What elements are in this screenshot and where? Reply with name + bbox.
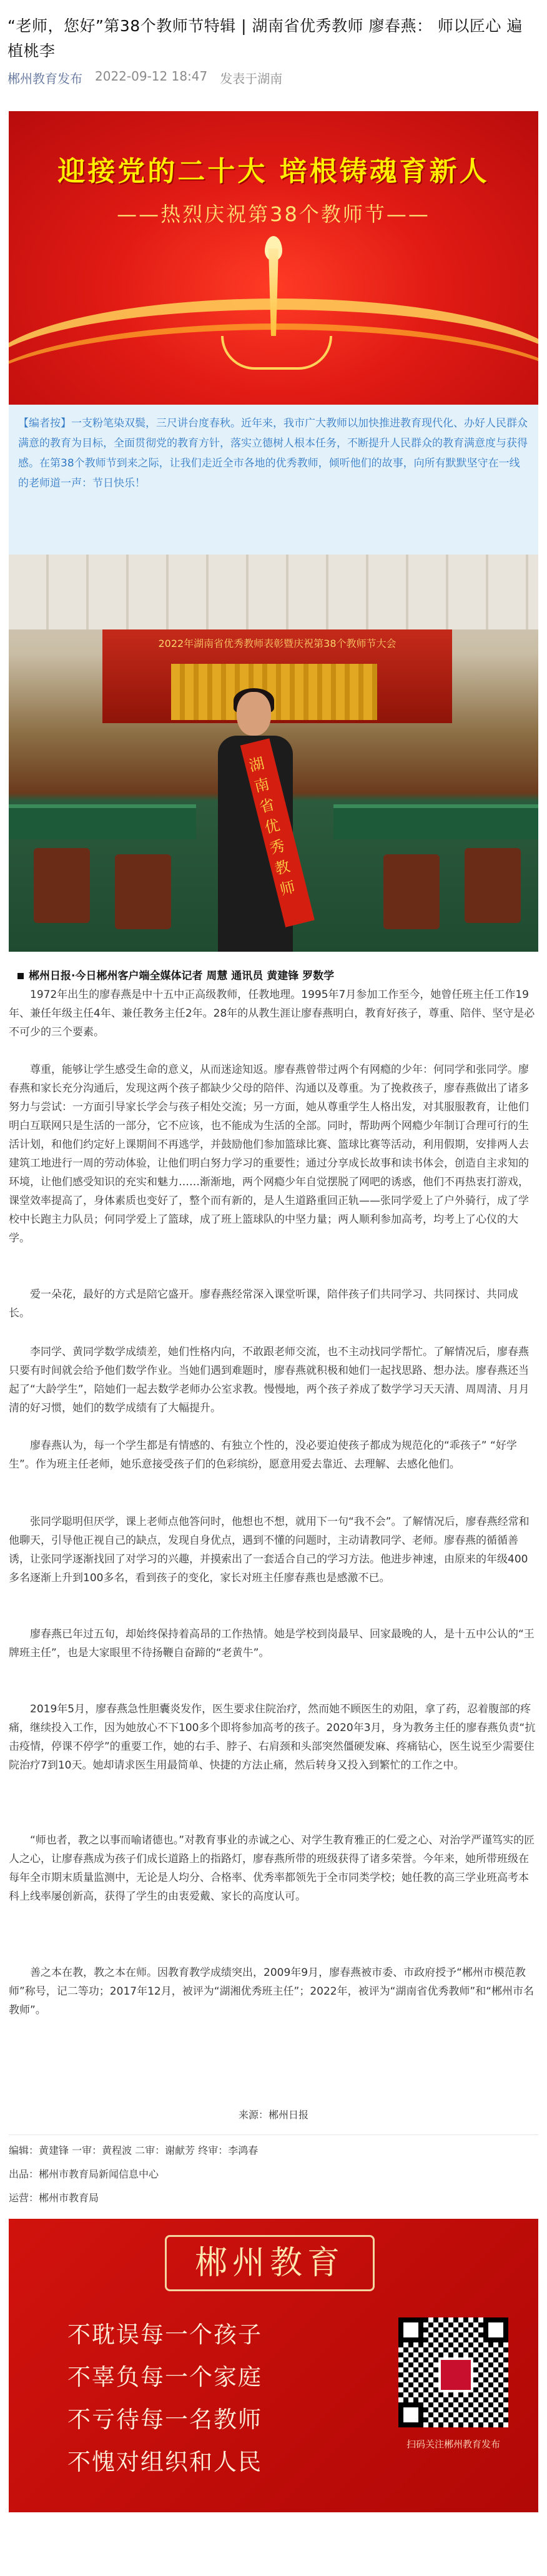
qr-finder-pattern [398, 2317, 423, 2342]
hall-table [333, 804, 538, 839]
footer-slogan: 不耽误每一个孩子 [67, 2321, 262, 2348]
paragraph: 廖春燕认为，每一个学生都是有情感的、有独立个性的，没必要迫使孩子都成为规范化的“乖孩子” “好学生”。作为班主任老师，她乐意接受孩子们的色彩缤纷，愿意用爱去靠近、去理解、去感化他们。 [9, 1439, 517, 1471]
open-book-icon [221, 336, 332, 370]
editor-note: 【编者按】一支粉笔染双鬓，三尺讲台度春秋。近年来，我市广大教师以加快推进教育现代化、办好人民群众满意的教育为目标，全面贯彻党的教育方针，落实立德树人根本任务，不断提升人民群众的教育满意度与获得感。在第38个教师节到来之际，让我们走近全市各地的优秀教师，倾听他们的故事，向所有默默坚守在一线的老师道一声：节日快乐！ [9, 405, 538, 555]
byline-text: 郴州日报·今日郴州客户端全媒体记者 周慧 通讯员 黄建锋 罗数学 [29, 970, 335, 982]
account-name-link[interactable]: 郴州教育发布 [7, 71, 82, 86]
qr-finder-pattern [483, 2317, 508, 2342]
paragraph: 爱一朵花，最好的方式是陪它盛开。廖春燕经常深入课堂听课，陪伴孩子们共同学习、共同探讨、共同成长。 [9, 1288, 518, 1320]
hall-ceiling [9, 555, 538, 629]
paragraph: 尊重，能够让学生感受生命的意义，从而迷途知返。廖春燕曾带过两个有网瘾的少年：何同学和张同学。廖春燕和家长充分沟通后，发现这两个孩子都缺少父母的陪伴、沟通以及尊重。为了挽救孩子，廖春燕做出了诸多努力与尝试：一方面引导家长学会与孩子相处交流；另一方面，她从尊重学生人格出发，对其服服教育，让他们明白互联网只是生活的一部分，它不应该，也不能成为生活的全部。同时，帮助两个网瘾少年制订合理可行的生活计划，和他们约定好上课期间不再逃学，并鼓励他们参加篮球比赛、篮球比赛等活动，利用假期，安排两人去建筑工地进行一周的劳动体验，让他们明白努力学习的重要性；通过分享成长故事和读书体会，创造自主求知的环境，让他们感受知识的充实和魅力……渐渐地，两个网瘾少年自觉摆脱了网吧的诱惑，他们不再热衷打游戏，课堂效率提高了，身体素质也变好了，整个而有新的，是人生道路重回正轨——张同学爱上了户外骑行，成了学校中长跑主力队员；何同学爱上了篮球，成了班上篮球队的中坚力量；两人顺利参加高考，均考上了心仪的大学。 [9, 1063, 529, 1245]
paragraph: 李同学、黄同学数学成绩差，她们性格内向，不敢跟老师交流，也不主动找同学帮忙。了解情况后，廖春燕只要有时间就会给予他们数学作业。当她们遇到难题时，廖春燕就积极和她们一起找思路、想办法。廖春燕还当起了“大龄学生”，陪她们一起去数学老师办公室求教。慢慢地，两个孩子养成了数学学习天天清、周周清、月月清的好习惯，她们的数学成绩有了大幅提升。 [9, 1346, 530, 1414]
footer-slogans [67, 2314, 348, 2484]
editor-credits: 编辑：黄建锋 一审：黄程波 二审：谢献芳 终审：李鸿春 [9, 2144, 259, 2156]
paragraph: 2019年5月，廖春燕急性胆囊炎发作，医生要求住院治疗，然而她不顾医生的劝阻，拿了药，忍着腹部的疼痛，继续投入工作，因为她放心不下100多个即将参加高考的孩子。2020年3月，身为教务主任的廖春燕负责“抗击疫情，停课不停学”的重要工作，她的右手、脖子、右肩颈和头部突然僵硬发麻、疼痛钻心，医生说至少需要住院治疗7到10天。她却请求医生用最简单、快捷的方法止痛，然后转身又投入到繁忙的工作之中。 [9, 1703, 536, 1772]
article-meta [7, 69, 282, 87]
hall-chair [115, 854, 171, 929]
publish-date: 2022-09-12 18:47 [95, 69, 208, 84]
footer-slogan: 不亏待每一名教师 [67, 2406, 262, 2433]
award-ceremony-photo[interactable] [9, 555, 538, 952]
article-title: “老师，您好”第38个教师节特辑 | 湖南省优秀教师 廖春燕： 师以匠心 遍植桃李 [7, 17, 523, 60]
bullet-square-icon [17, 973, 24, 979]
operator-credit: 运营：郴州市教育局 [9, 2192, 99, 2204]
article-byline [17, 967, 334, 985]
hall-table [9, 804, 196, 839]
paragraph: “师也者，教之以事而喻诸德也。”对教育事业的赤诚之心、对学生教育雅正的仁爱之心、对治学严谨笃实的匠人之心，让廖春燕成为孩子们成长道路上的指路灯，廖春燕所带的班级获得了诸多荣誉。今年来，她所带班级在每年全市期末质量监测中，无论是人均分、合格率、优秀率都领先于全市同类学校；她任教的高三学业班高考本科上线率屡创新高，获得了学生的由衷爱戴、家长的高度认可。 [9, 1834, 535, 1903]
publish-location: 发表于湖南 [220, 71, 283, 86]
source-attribution: 来源：郴州日报 [238, 2109, 308, 2121]
honor-sash-text: 湖南省优秀教师 [247, 754, 297, 899]
paragraph: 善之本在教，教之本在师。因教育教学成绩突出，2009年9月，廖春燕被市委、市政府授予“郴州市模范教师”称号，记二等功；2017年12月，被评为“湖湘优秀班主任”；2022年，被评为“湖南省优秀教师”和“郴州市名教师”。 [9, 1967, 535, 2016]
qr-caption: 扫码关注郴州教育发布 [406, 2439, 500, 2450]
paragraph: 廖春燕已年过五旬，却始终保持着高昂的工作热情。她是学校到岗最早、回家最晚的人，是十五中公认的“王牌班主任”，也是大家眼里不待扬鞭自奋蹄的“老黄牛”。 [9, 1628, 535, 1659]
stage-banner-text: 2022年湖南省优秀教师表彰暨庆祝第38个教师节大会 [158, 638, 397, 649]
teachers-day-banner [9, 111, 538, 405]
paragraph: 张同学聪明但厌学，课上老师点他答问时，他想也不想，就用下一句“我不会”。了解情况后，廖春燕经常和他聊天，引导他正视自己的缺点，发现自身优点，遇到不懂的问题时，主动请教同学、老师。廖春燕的循循善诱，让张同学逐渐找回了对学习的兴趣，并摸索出了一套适合自己的学习方法。他进步神速，由原来的年级400多名逐渐上升到100多名，看到孩子的变化，家长对班主任廖春燕也是感激不已。 [9, 1516, 530, 1584]
publisher-credit: 出品：郴州市教育局新闻信息中心 [9, 2168, 159, 2180]
hall-chair [465, 848, 521, 923]
hall-chair [34, 848, 90, 923]
footer-poster [9, 2219, 538, 2512]
chenzhou-education-logo: 郴州教育 [165, 2235, 375, 2291]
footer-slogan: 不愧对组织和人民 [67, 2449, 262, 2475]
qr-finder-pattern [398, 2402, 423, 2427]
footer-slogan: 不辜负每一个家庭 [67, 2364, 262, 2391]
banner-subheadline: ——热烈庆祝第38个教师节—— [117, 202, 430, 226]
teacher-head [237, 692, 271, 736]
qr-center-logo-icon [438, 2357, 473, 2392]
teacher-figure [215, 692, 296, 952]
qr-code[interactable] [393, 2312, 513, 2432]
hall-chair [383, 854, 440, 929]
section-divider [9, 2134, 538, 2135]
paragraph: 1972年出生的廖春燕是中十五中正高级教师，任教地理。1995年7月参加工作至今，她曾任班主任工作19年、兼任年级主任4年、兼任教务主任2年。28年的从教生涯让廖春燕明白，教育好孩子，尊重、陪伴、坚守是必不可少的三个要素。 [9, 989, 535, 1039]
banner-headline: 迎接党的二十大 培根铸魂育新人 [57, 155, 490, 187]
